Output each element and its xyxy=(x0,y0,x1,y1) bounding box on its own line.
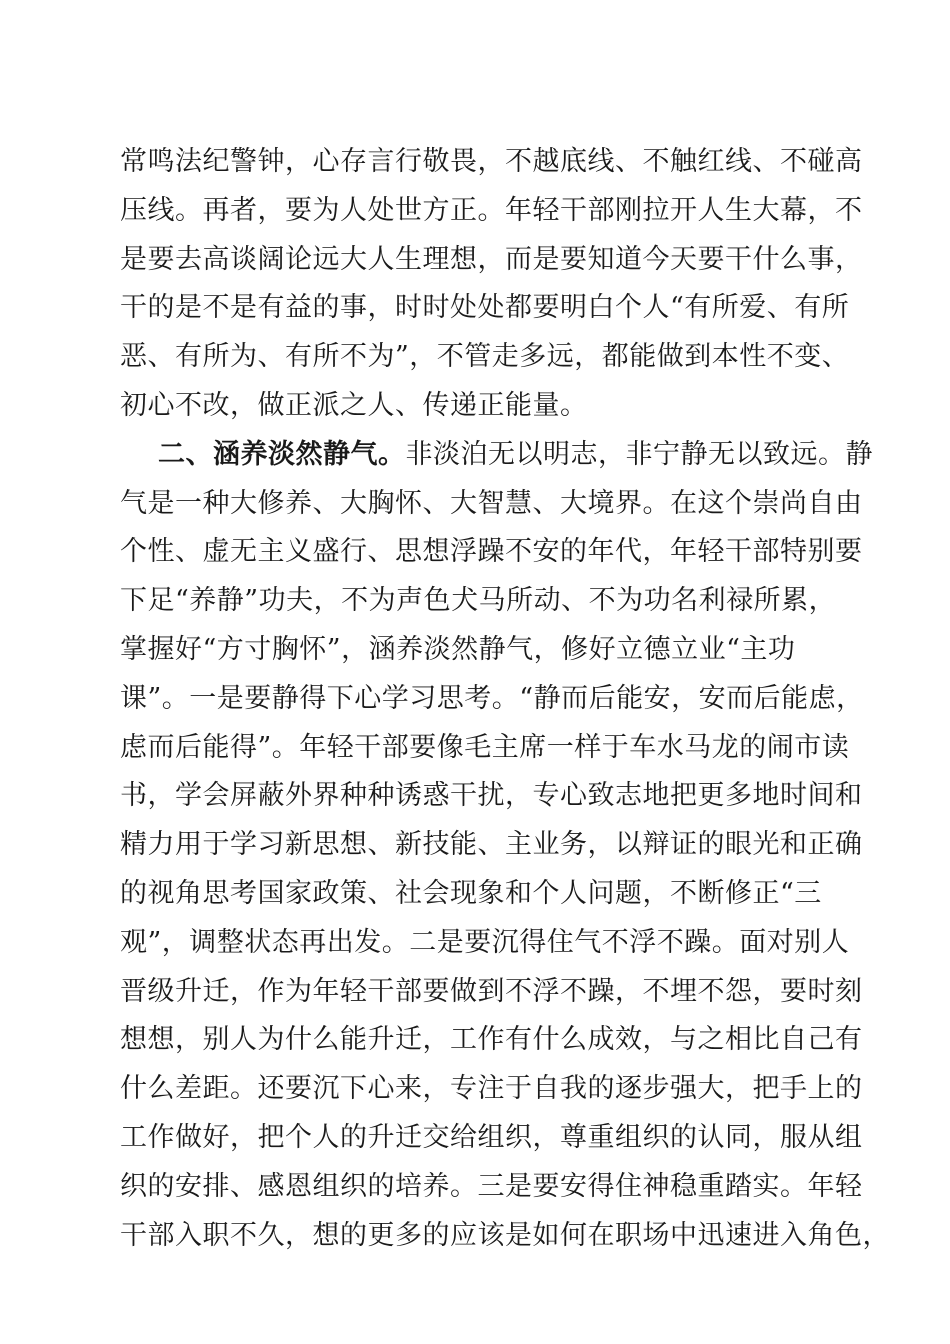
text-line: 干部入职不久，想的更多的应该是如何在职场中迅速进入角色， xyxy=(120,1219,890,1251)
text-line: 想想，别人为什么能升迁，工作有什么成效，与之相比自己有 xyxy=(120,1024,863,1056)
text-span: 非淡泊无以明志，非宁静无以致远。静 xyxy=(405,438,873,470)
text-line: 观”，调整状态再出发。二是要沉得住气不浮不躁。面对别人 xyxy=(120,926,850,958)
section-heading: 二、涵养淡然静气。 xyxy=(158,438,406,470)
text-line: 课”。一是要静得下心学习思考。“静而后能安，安而后能虑， xyxy=(120,682,864,714)
text-line: 压线。再者，要为人处世方正。年轻干部刚拉开人生大幕，不 xyxy=(120,194,863,226)
text-line: 干的是不是有益的事，时时处处都要明白个人“有所爱、有所 xyxy=(120,292,850,324)
section-heading-line xyxy=(120,431,873,480)
text-line: 气是一种大修养、大胸怀、大智慧、大境界。在这个崇尚自由 xyxy=(120,487,863,519)
text-line: 织的安排、感恩组织的培养。三是要安得住神稳重踏实。年轻 xyxy=(120,1170,863,1202)
text-line: 的视角思考国家政策、社会现象和个人问题，不断修正“三 xyxy=(120,877,822,909)
paragraph-2 xyxy=(120,431,890,1261)
text-line: 工作做好，把个人的升迁交给组织，尊重组织的认同，服从组 xyxy=(120,1121,863,1153)
paragraph-1 xyxy=(120,138,863,431)
text-line: 是要去高谈阔论远大人生理想，而是要知道今天要干什么事， xyxy=(120,243,863,275)
text-line: 下足“养静”功夫，不为声色犬马所动、不为功名利禄所累， xyxy=(120,585,837,617)
text-line: 书，学会屏蔽外界种种诱惑干扰，专心致志地把更多地时间和 xyxy=(120,780,863,812)
text-line: 什么差距。还要沉下心来，专注于自我的逐步强大，把手上的 xyxy=(120,1073,863,1105)
text-line: 恶、有所为、有所不为”，不管走多远，都能做到本性不变、 xyxy=(120,341,850,373)
text-line: 晋级升迁，作为年轻干部要做到不浮不躁，不埋不怨，要时刻 xyxy=(120,975,863,1007)
text-line: 初心不改，做正派之人、传递正能量。 xyxy=(120,389,588,421)
text-line: 个性、虚无主义盛行、思想浮躁不安的年代，年轻干部特别要 xyxy=(120,536,863,568)
text-line: 常鸣法纪警钟，心存言行敬畏，不越底线、不触红线、不碰高 xyxy=(120,146,863,177)
text-line: 掌握好“方寸胸怀”，涵养淡然静气，修好立德立业“主功 xyxy=(120,633,796,665)
document-body xyxy=(120,138,890,1260)
text-line: 精力用于学习新思想、新技能、主业务，以辩证的眼光和正确 xyxy=(120,829,863,861)
text-line: 虑而后能得”。年轻干部要像毛主席一样于车水马龙的闹市读 xyxy=(120,731,850,763)
